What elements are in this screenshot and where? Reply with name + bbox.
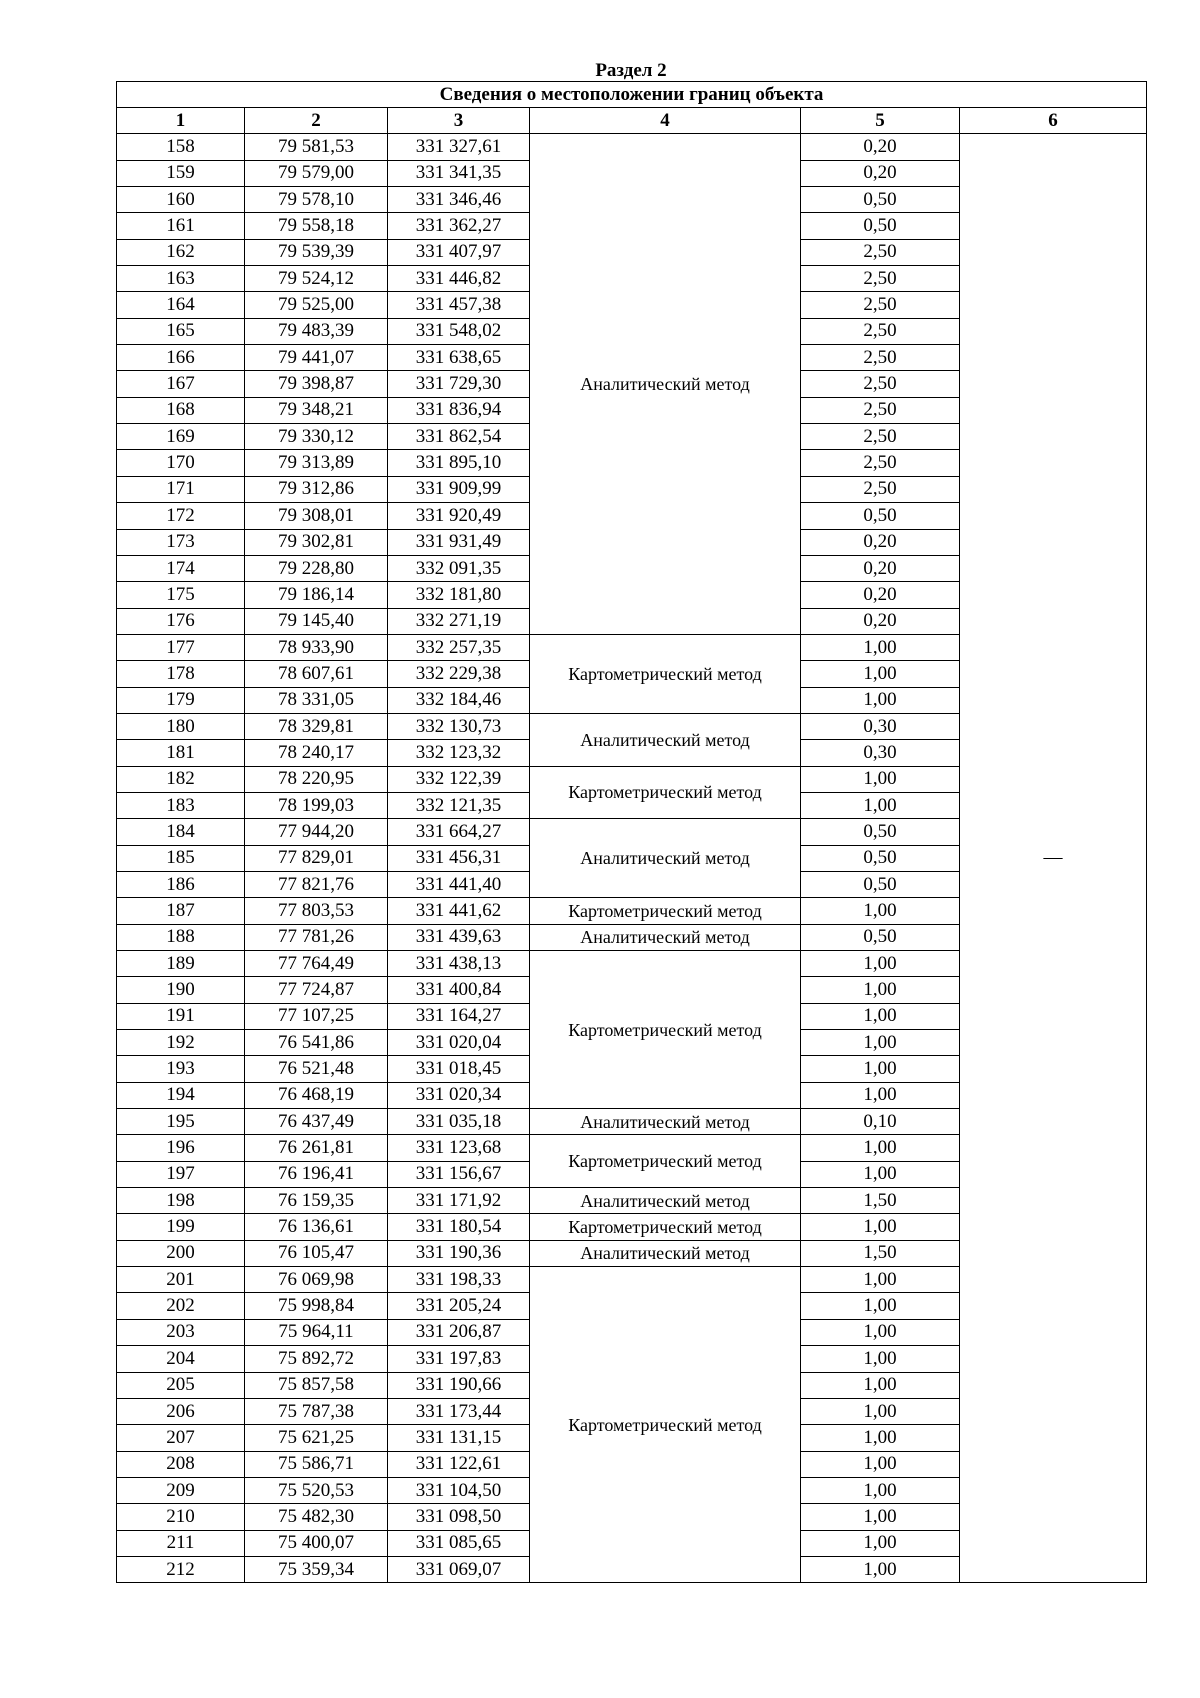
point-number-cell: 183 bbox=[117, 792, 245, 818]
accuracy-cell: 1,00 bbox=[801, 1030, 960, 1056]
point-number-cell: 177 bbox=[117, 634, 245, 660]
y-coordinate-cell: 331 441,62 bbox=[388, 898, 530, 924]
y-coordinate-cell: 331 020,04 bbox=[388, 1030, 530, 1056]
y-coordinate-cell: 331 346,46 bbox=[388, 187, 530, 213]
accuracy-cell: 1,50 bbox=[801, 1240, 960, 1266]
column-number-2: 2 bbox=[245, 108, 388, 134]
point-number-cell: 181 bbox=[117, 740, 245, 766]
x-coordinate-cell: 77 944,20 bbox=[245, 819, 388, 845]
y-coordinate-cell: 331 035,18 bbox=[388, 1109, 530, 1135]
y-coordinate-cell: 332 122,39 bbox=[388, 766, 530, 792]
method-cell: Картометрический метод bbox=[530, 1267, 801, 1583]
y-coordinate-cell: 331 206,87 bbox=[388, 1319, 530, 1345]
point-number-cell: 175 bbox=[117, 582, 245, 608]
accuracy-cell: 0,30 bbox=[801, 740, 960, 766]
accuracy-cell: 1,00 bbox=[801, 1056, 960, 1082]
point-number-cell: 174 bbox=[117, 555, 245, 581]
point-number-cell: 205 bbox=[117, 1372, 245, 1398]
table-caption-row bbox=[117, 82, 1147, 108]
x-coordinate-cell: 76 468,19 bbox=[245, 1082, 388, 1108]
x-coordinate-cell: 77 803,53 bbox=[245, 898, 388, 924]
y-coordinate-cell: 331 441,40 bbox=[388, 871, 530, 897]
method-cell: Аналитический метод bbox=[530, 819, 801, 898]
y-coordinate-cell: 331 920,49 bbox=[388, 503, 530, 529]
y-coordinate-cell: 331 862,54 bbox=[388, 424, 530, 450]
column-number-1: 1 bbox=[117, 108, 245, 134]
y-coordinate-cell: 331 123,68 bbox=[388, 1135, 530, 1161]
x-coordinate-cell: 76 541,86 bbox=[245, 1030, 388, 1056]
y-coordinate-cell: 332 257,35 bbox=[388, 634, 530, 660]
x-coordinate-cell: 79 524,12 bbox=[245, 266, 388, 292]
x-coordinate-cell: 79 581,53 bbox=[245, 134, 388, 160]
y-coordinate-cell: 331 122,61 bbox=[388, 1451, 530, 1477]
method-cell: Аналитический метод bbox=[530, 1109, 801, 1135]
y-coordinate-cell: 331 909,99 bbox=[388, 476, 530, 502]
y-coordinate-cell: 331 638,65 bbox=[388, 345, 530, 371]
accuracy-cell: 2,50 bbox=[801, 424, 960, 450]
point-number-cell: 202 bbox=[117, 1293, 245, 1319]
accuracy-cell: 1,00 bbox=[801, 1082, 960, 1108]
point-number-cell: 182 bbox=[117, 766, 245, 792]
accuracy-cell: 1,00 bbox=[801, 951, 960, 977]
x-coordinate-cell: 76 521,48 bbox=[245, 1056, 388, 1082]
y-coordinate-cell: 332 229,38 bbox=[388, 661, 530, 687]
accuracy-cell: 0,50 bbox=[801, 924, 960, 950]
y-coordinate-cell: 331 156,67 bbox=[388, 1161, 530, 1187]
y-coordinate-cell: 331 205,24 bbox=[388, 1293, 530, 1319]
accuracy-cell: 2,50 bbox=[801, 266, 960, 292]
x-coordinate-cell: 79 398,87 bbox=[245, 371, 388, 397]
x-coordinate-cell: 78 607,61 bbox=[245, 661, 388, 687]
method-cell: Картометрический метод bbox=[530, 634, 801, 713]
point-number-cell: 199 bbox=[117, 1214, 245, 1240]
accuracy-cell: 1,00 bbox=[801, 1530, 960, 1556]
y-coordinate-cell: 331 098,50 bbox=[388, 1504, 530, 1530]
accuracy-cell: 0,50 bbox=[801, 871, 960, 897]
y-coordinate-cell: 331 836,94 bbox=[388, 397, 530, 423]
x-coordinate-cell: 78 220,95 bbox=[245, 766, 388, 792]
method-cell: Картометрический метод bbox=[530, 766, 801, 819]
x-coordinate-cell: 76 159,35 bbox=[245, 1188, 388, 1214]
point-number-cell: 165 bbox=[117, 318, 245, 344]
accuracy-cell: 0,20 bbox=[801, 529, 960, 555]
point-number-cell: 185 bbox=[117, 845, 245, 871]
point-number-cell: 162 bbox=[117, 239, 245, 265]
point-number-cell: 163 bbox=[117, 266, 245, 292]
column-6-cell: — bbox=[960, 134, 1147, 1583]
accuracy-cell: 1,00 bbox=[801, 1477, 960, 1503]
accuracy-cell: 0,20 bbox=[801, 582, 960, 608]
point-number-cell: 179 bbox=[117, 687, 245, 713]
x-coordinate-cell: 75 964,11 bbox=[245, 1319, 388, 1345]
accuracy-cell: 2,50 bbox=[801, 345, 960, 371]
accuracy-cell: 0,50 bbox=[801, 819, 960, 845]
method-cell: Картометрический метод bbox=[530, 951, 801, 1109]
x-coordinate-cell: 79 441,07 bbox=[245, 345, 388, 371]
point-number-cell: 178 bbox=[117, 661, 245, 687]
y-coordinate-cell: 331 439,63 bbox=[388, 924, 530, 950]
y-coordinate-cell: 332 091,35 bbox=[388, 555, 530, 581]
x-coordinate-cell: 79 313,89 bbox=[245, 450, 388, 476]
method-cell: Аналитический метод bbox=[530, 134, 801, 635]
accuracy-cell: 1,00 bbox=[801, 1425, 960, 1451]
table-body bbox=[117, 134, 1147, 1583]
point-number-cell: 206 bbox=[117, 1398, 245, 1424]
point-number-cell: 207 bbox=[117, 1425, 245, 1451]
x-coordinate-cell: 75 482,30 bbox=[245, 1504, 388, 1530]
accuracy-cell: 2,50 bbox=[801, 239, 960, 265]
y-coordinate-cell: 331 729,30 bbox=[388, 371, 530, 397]
accuracy-cell: 0,20 bbox=[801, 134, 960, 160]
x-coordinate-cell: 75 998,84 bbox=[245, 1293, 388, 1319]
x-coordinate-cell: 76 136,61 bbox=[245, 1214, 388, 1240]
y-coordinate-cell: 331 190,36 bbox=[388, 1240, 530, 1266]
y-coordinate-cell: 331 197,83 bbox=[388, 1346, 530, 1372]
table-title: Сведения о местоположении границ объекта bbox=[117, 82, 1147, 108]
column-number-row bbox=[117, 108, 1147, 134]
point-number-cell: 186 bbox=[117, 871, 245, 897]
x-coordinate-cell: 79 308,01 bbox=[245, 503, 388, 529]
point-number-cell: 210 bbox=[117, 1504, 245, 1530]
x-coordinate-cell: 79 186,14 bbox=[245, 582, 388, 608]
table-row bbox=[117, 134, 1147, 160]
point-number-cell: 201 bbox=[117, 1267, 245, 1293]
y-coordinate-cell: 331 173,44 bbox=[388, 1398, 530, 1424]
accuracy-cell: 0,10 bbox=[801, 1109, 960, 1135]
y-coordinate-cell: 332 184,46 bbox=[388, 687, 530, 713]
accuracy-cell: 1,00 bbox=[801, 1372, 960, 1398]
y-coordinate-cell: 331 171,92 bbox=[388, 1188, 530, 1214]
x-coordinate-cell: 78 329,81 bbox=[245, 713, 388, 739]
accuracy-cell: 1,00 bbox=[801, 1135, 960, 1161]
point-number-cell: 159 bbox=[117, 160, 245, 186]
method-cell: Аналитический метод bbox=[530, 1240, 801, 1266]
section-title: Раздел 2 bbox=[595, 60, 667, 81]
accuracy-cell: 1,00 bbox=[801, 977, 960, 1003]
column-number-3: 3 bbox=[388, 108, 530, 134]
y-coordinate-cell: 331 341,35 bbox=[388, 160, 530, 186]
accuracy-cell: 2,50 bbox=[801, 397, 960, 423]
y-coordinate-cell: 332 130,73 bbox=[388, 713, 530, 739]
point-number-cell: 184 bbox=[117, 819, 245, 845]
accuracy-cell: 1,00 bbox=[801, 1003, 960, 1029]
x-coordinate-cell: 75 520,53 bbox=[245, 1477, 388, 1503]
accuracy-cell: 1,00 bbox=[801, 1319, 960, 1345]
method-cell: Картометрический метод bbox=[530, 1214, 801, 1240]
accuracy-cell: 1,00 bbox=[801, 687, 960, 713]
x-coordinate-cell: 77 764,49 bbox=[245, 951, 388, 977]
y-coordinate-cell: 331 190,66 bbox=[388, 1372, 530, 1398]
y-coordinate-cell: 331 931,49 bbox=[388, 529, 530, 555]
accuracy-cell: 2,50 bbox=[801, 371, 960, 397]
y-coordinate-cell: 331 457,38 bbox=[388, 292, 530, 318]
point-number-cell: 190 bbox=[117, 977, 245, 1003]
y-coordinate-cell: 331 164,27 bbox=[388, 1003, 530, 1029]
x-coordinate-cell: 78 240,17 bbox=[245, 740, 388, 766]
x-coordinate-cell: 76 196,41 bbox=[245, 1161, 388, 1187]
point-number-cell: 208 bbox=[117, 1451, 245, 1477]
point-number-cell: 166 bbox=[117, 345, 245, 371]
x-coordinate-cell: 75 621,25 bbox=[245, 1425, 388, 1451]
accuracy-cell: 1,00 bbox=[801, 661, 960, 687]
boundary-points-table bbox=[116, 81, 1147, 1583]
y-coordinate-cell: 332 121,35 bbox=[388, 792, 530, 818]
y-coordinate-cell: 332 123,32 bbox=[388, 740, 530, 766]
y-coordinate-cell: 331 180,54 bbox=[388, 1214, 530, 1240]
y-coordinate-cell: 331 020,34 bbox=[388, 1082, 530, 1108]
x-coordinate-cell: 79 312,86 bbox=[245, 476, 388, 502]
method-cell: Картометрический метод bbox=[530, 898, 801, 924]
method-cell: Аналитический метод bbox=[530, 924, 801, 950]
x-coordinate-cell: 76 437,49 bbox=[245, 1109, 388, 1135]
x-coordinate-cell: 76 261,81 bbox=[245, 1135, 388, 1161]
x-coordinate-cell: 78 199,03 bbox=[245, 792, 388, 818]
accuracy-cell: 0,30 bbox=[801, 713, 960, 739]
x-coordinate-cell: 77 724,87 bbox=[245, 977, 388, 1003]
accuracy-cell: 1,00 bbox=[801, 1346, 960, 1372]
accuracy-cell: 1,50 bbox=[801, 1188, 960, 1214]
y-coordinate-cell: 331 069,07 bbox=[388, 1556, 530, 1582]
point-number-cell: 171 bbox=[117, 476, 245, 502]
point-number-cell: 194 bbox=[117, 1082, 245, 1108]
x-coordinate-cell: 79 558,18 bbox=[245, 213, 388, 239]
point-number-cell: 169 bbox=[117, 424, 245, 450]
point-number-cell: 188 bbox=[117, 924, 245, 950]
x-coordinate-cell: 76 069,98 bbox=[245, 1267, 388, 1293]
y-coordinate-cell: 331 198,33 bbox=[388, 1267, 530, 1293]
point-number-cell: 192 bbox=[117, 1030, 245, 1056]
x-coordinate-cell: 75 892,72 bbox=[245, 1346, 388, 1372]
accuracy-cell: 1,00 bbox=[801, 1451, 960, 1477]
accuracy-cell: 2,50 bbox=[801, 450, 960, 476]
x-coordinate-cell: 75 586,71 bbox=[245, 1451, 388, 1477]
x-coordinate-cell: 77 821,76 bbox=[245, 871, 388, 897]
x-coordinate-cell: 79 483,39 bbox=[245, 318, 388, 344]
point-number-cell: 173 bbox=[117, 529, 245, 555]
point-number-cell: 203 bbox=[117, 1319, 245, 1345]
point-number-cell: 172 bbox=[117, 503, 245, 529]
point-number-cell: 180 bbox=[117, 713, 245, 739]
accuracy-cell: 2,50 bbox=[801, 292, 960, 318]
accuracy-cell: 0,20 bbox=[801, 160, 960, 186]
y-coordinate-cell: 331 362,27 bbox=[388, 213, 530, 239]
y-coordinate-cell: 331 895,10 bbox=[388, 450, 530, 476]
point-number-cell: 191 bbox=[117, 1003, 245, 1029]
x-coordinate-cell: 75 400,07 bbox=[245, 1530, 388, 1556]
x-coordinate-cell: 79 145,40 bbox=[245, 608, 388, 634]
x-coordinate-cell: 79 525,00 bbox=[245, 292, 388, 318]
y-coordinate-cell: 332 271,19 bbox=[388, 608, 530, 634]
accuracy-cell: 0,50 bbox=[801, 503, 960, 529]
point-number-cell: 168 bbox=[117, 397, 245, 423]
y-coordinate-cell: 331 438,13 bbox=[388, 951, 530, 977]
point-number-cell: 204 bbox=[117, 1346, 245, 1372]
x-coordinate-cell: 77 781,26 bbox=[245, 924, 388, 950]
column-number-5: 5 bbox=[801, 108, 960, 134]
accuracy-cell: 0,50 bbox=[801, 213, 960, 239]
column-number-4: 4 bbox=[530, 108, 801, 134]
accuracy-cell: 1,00 bbox=[801, 1398, 960, 1424]
accuracy-cell: 1,00 bbox=[801, 1267, 960, 1293]
x-coordinate-cell: 75 787,38 bbox=[245, 1398, 388, 1424]
point-number-cell: 197 bbox=[117, 1161, 245, 1187]
x-coordinate-cell: 75 857,58 bbox=[245, 1372, 388, 1398]
y-coordinate-cell: 331 018,45 bbox=[388, 1056, 530, 1082]
accuracy-cell: 1,00 bbox=[801, 634, 960, 660]
accuracy-cell: 1,00 bbox=[801, 1504, 960, 1530]
x-coordinate-cell: 79 228,80 bbox=[245, 555, 388, 581]
y-coordinate-cell: 331 085,65 bbox=[388, 1530, 530, 1556]
accuracy-cell: 1,00 bbox=[801, 1293, 960, 1319]
point-number-cell: 176 bbox=[117, 608, 245, 634]
point-number-cell: 211 bbox=[117, 1530, 245, 1556]
point-number-cell: 164 bbox=[117, 292, 245, 318]
y-coordinate-cell: 331 456,31 bbox=[388, 845, 530, 871]
method-cell: Аналитический метод bbox=[530, 1188, 801, 1214]
column-number-6: 6 bbox=[960, 108, 1147, 134]
x-coordinate-cell: 79 302,81 bbox=[245, 529, 388, 555]
x-coordinate-cell: 79 578,10 bbox=[245, 187, 388, 213]
point-number-cell: 167 bbox=[117, 371, 245, 397]
y-coordinate-cell: 331 400,84 bbox=[388, 977, 530, 1003]
point-number-cell: 195 bbox=[117, 1109, 245, 1135]
x-coordinate-cell: 79 579,00 bbox=[245, 160, 388, 186]
y-coordinate-cell: 331 327,61 bbox=[388, 134, 530, 160]
accuracy-cell: 1,00 bbox=[801, 766, 960, 792]
x-coordinate-cell: 79 539,39 bbox=[245, 239, 388, 265]
y-coordinate-cell: 331 446,82 bbox=[388, 266, 530, 292]
accuracy-cell: 0,50 bbox=[801, 187, 960, 213]
accuracy-cell: 1,00 bbox=[801, 1556, 960, 1582]
y-coordinate-cell: 331 104,50 bbox=[388, 1477, 530, 1503]
accuracy-cell: 1,00 bbox=[801, 1161, 960, 1187]
y-coordinate-cell: 331 664,27 bbox=[388, 819, 530, 845]
point-number-cell: 200 bbox=[117, 1240, 245, 1266]
x-coordinate-cell: 75 359,34 bbox=[245, 1556, 388, 1582]
x-coordinate-cell: 78 331,05 bbox=[245, 687, 388, 713]
accuracy-cell: 2,50 bbox=[801, 318, 960, 344]
accuracy-cell: 1,00 bbox=[801, 1214, 960, 1240]
x-coordinate-cell: 77 107,25 bbox=[245, 1003, 388, 1029]
point-number-cell: 189 bbox=[117, 951, 245, 977]
point-number-cell: 198 bbox=[117, 1188, 245, 1214]
y-coordinate-cell: 332 181,80 bbox=[388, 582, 530, 608]
point-number-cell: 161 bbox=[117, 213, 245, 239]
x-coordinate-cell: 79 348,21 bbox=[245, 397, 388, 423]
point-number-cell: 212 bbox=[117, 1556, 245, 1582]
x-coordinate-cell: 77 829,01 bbox=[245, 845, 388, 871]
accuracy-cell: 2,50 bbox=[801, 476, 960, 502]
y-coordinate-cell: 331 548,02 bbox=[388, 318, 530, 344]
accuracy-cell: 0,50 bbox=[801, 845, 960, 871]
accuracy-cell: 1,00 bbox=[801, 792, 960, 818]
method-cell: Аналитический метод bbox=[530, 713, 801, 766]
point-number-cell: 193 bbox=[117, 1056, 245, 1082]
point-number-cell: 160 bbox=[117, 187, 245, 213]
accuracy-cell: 0,20 bbox=[801, 555, 960, 581]
y-coordinate-cell: 331 131,15 bbox=[388, 1425, 530, 1451]
x-coordinate-cell: 78 933,90 bbox=[245, 634, 388, 660]
x-coordinate-cell: 76 105,47 bbox=[245, 1240, 388, 1266]
accuracy-cell: 0,20 bbox=[801, 608, 960, 634]
accuracy-cell: 1,00 bbox=[801, 898, 960, 924]
x-coordinate-cell: 79 330,12 bbox=[245, 424, 388, 450]
point-number-cell: 170 bbox=[117, 450, 245, 476]
point-number-cell: 209 bbox=[117, 1477, 245, 1503]
point-number-cell: 187 bbox=[117, 898, 245, 924]
point-number-cell: 158 bbox=[117, 134, 245, 160]
method-cell: Картометрический метод bbox=[530, 1135, 801, 1188]
point-number-cell: 196 bbox=[117, 1135, 245, 1161]
y-coordinate-cell: 331 407,97 bbox=[388, 239, 530, 265]
